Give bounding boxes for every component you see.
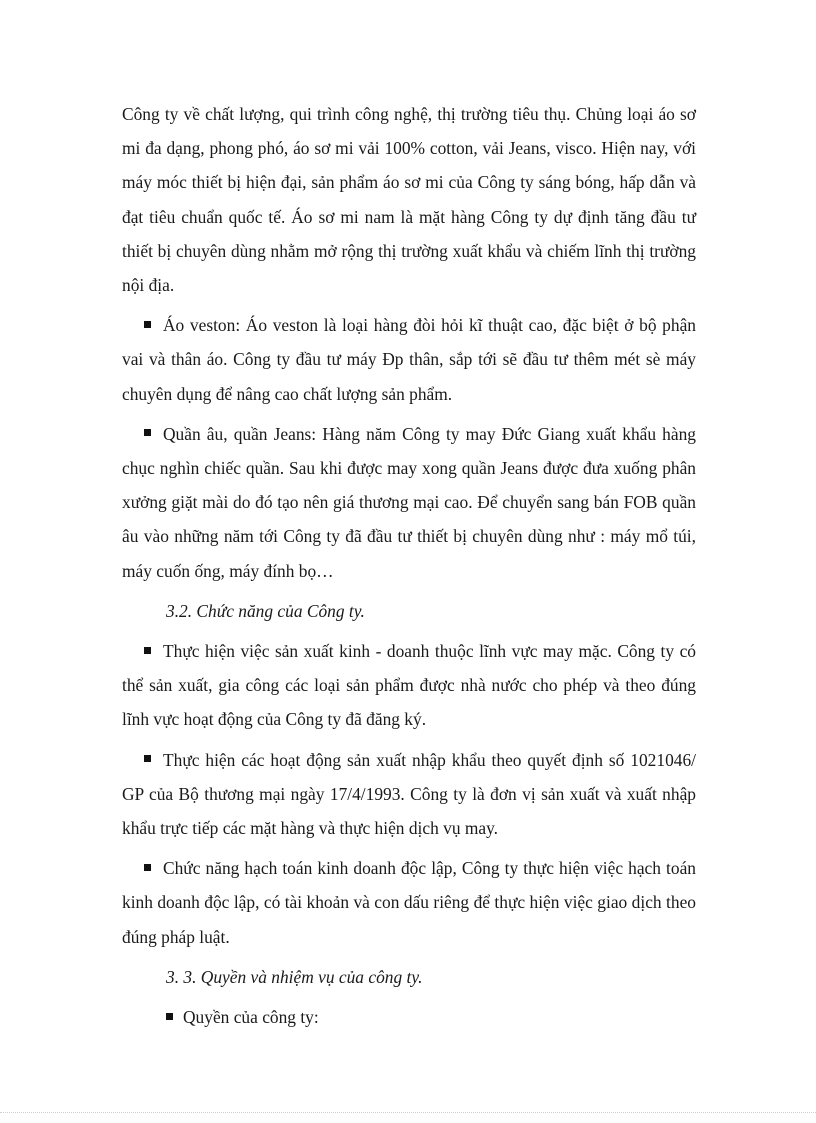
document-body: [122, 97, 696, 1040]
square-bullet-icon: [144, 321, 151, 328]
bullet-item-rights: [122, 1000, 696, 1034]
bullet-text: Thực hiện việc sản xuất kinh - doanh thuộc lĩnh vực may mặc. Công ty có thể sản xuất, gia công các loại sản phẩm được nhà nước cho phép và theo đúng lĩnh vực hoạt động của Công ty đã đăng ký.: [122, 641, 696, 730]
section-heading-3-3: 3. 3. Quyền và nhiệm vụ của công ty.: [166, 966, 423, 987]
square-bullet-icon: [144, 647, 151, 654]
bullet-text: Chức năng hạch toán kinh doanh độc lập, Công ty thực hiện việc hạch toán kinh doanh độc lập, có tài khoản và con dấu riêng để thực hiện việc giao dịch theo đúng pháp luật.: [122, 858, 696, 947]
bullet-text: Thực hiện các hoạt động sản xuất nhập khẩu theo quyết định số 1021046/ GP của Bộ thương mại ngày 17/4/1993. Công ty là đơn vị sản xuất và xuất nhập khẩu trực tiếp các mặt hàng và thực hiện dịch vụ may.: [122, 749, 696, 839]
bullet-item-veston: [122, 308, 696, 411]
bullet-text: Áo veston: Áo veston là loại hàng đòi hỏi kĩ thuật cao, đặc biệt ở bộ phận vai và thân áo. Công ty đầu tư máy Đp thân, sắp tới sẽ đầu tư thêm mét sè máy chuyên dụng để nâng cao chất lượng sản phẩm.: [122, 315, 696, 404]
bullet-text: Quần âu, quần Jeans: Hàng năm Công ty may Đức Giang xuất khẩu hàng chục nghìn chiếc quần. Sau khi được may xong quần Jeans được đưa xuống phân xưởng giặt mài do đó tạo nên giá thương mại cao. Để chuyển sang bán FOB quần âu vào những năm tới Công ty đã đầu tư thiết bị chuyên dùng như : máy mổ túi, máy cuốn ống, máy đính bọ…: [122, 423, 696, 581]
square-bullet-icon: [166, 1013, 173, 1020]
bullet-text: Quyền của công ty:: [183, 1007, 319, 1028]
bullet-item-function-1: [122, 634, 696, 737]
intro-paragraph: Công ty về chất lượng, qui trình công nghệ, thị trường tiêu thụ. Chủng loại áo sơ mi đa dạng, phong phó, áo sơ mi vải 100% cotton, vải Jeans, visco. Hiện nay, với máy móc thiết bị hiện đại, sản phẩm áo sơ mi của Công ty sáng bóng, hấp dẫn và đạt tiêu chuẩn quốc tế. Áo sơ mi nam là mặt hàng Công ty dự định tăng đầu tư thiết bị chuyên dùng nhằm mở rộng thị trường xuất khẩu và chiếm lĩnh thị trường nội địa.: [122, 104, 696, 296]
bullet-item-jeans: [122, 417, 696, 588]
bullet-item-function-3: [122, 851, 696, 954]
square-bullet-icon: [144, 864, 151, 871]
page-bottom-divider: [0, 1112, 816, 1113]
square-bullet-icon: [144, 429, 151, 436]
bullet-item-function-2: [122, 743, 696, 846]
section-heading-3-2: 3.2. Chức năng của Công ty.: [166, 600, 365, 621]
square-bullet-icon: [144, 755, 151, 762]
